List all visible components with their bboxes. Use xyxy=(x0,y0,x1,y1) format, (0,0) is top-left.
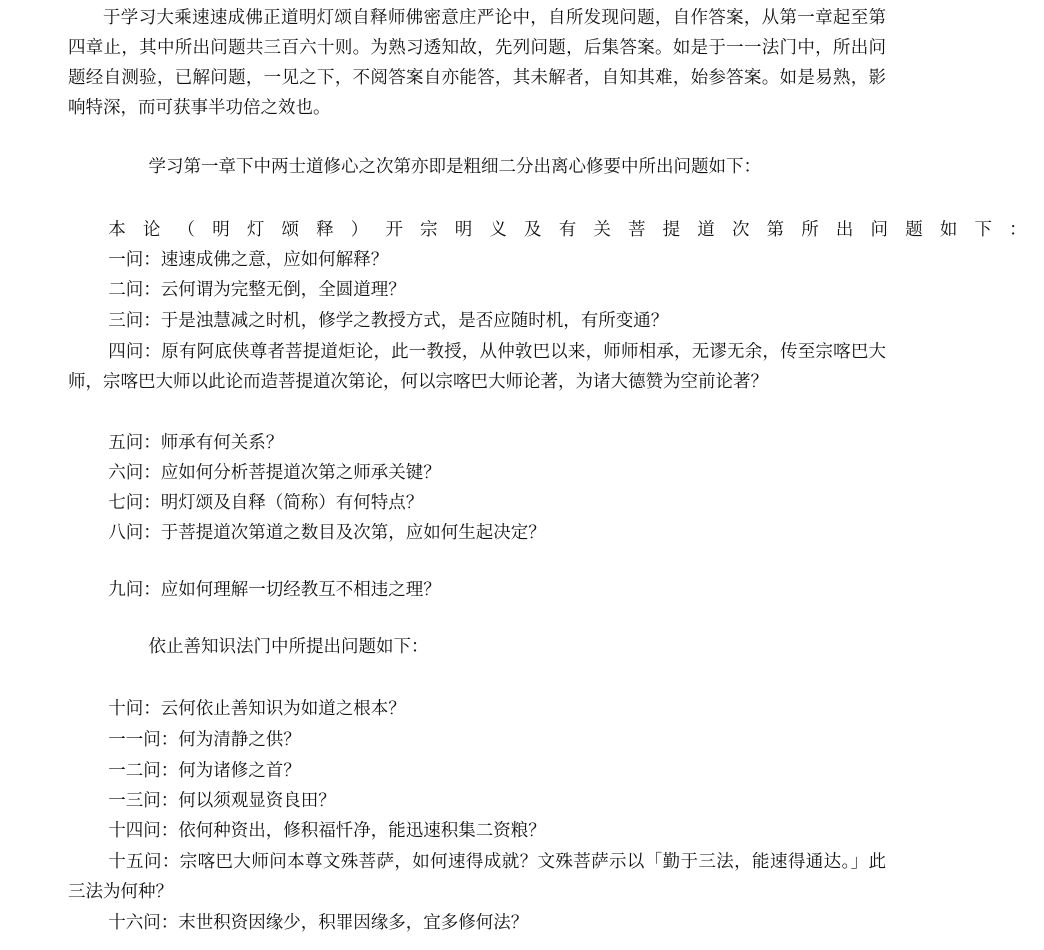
question-item: 十六问：末世积资因缘少，积罪因缘多，宜多修何法？ xyxy=(108,913,529,933)
question-item: 二问：云何谓为完整无倒，全圆道理？ xyxy=(108,280,406,300)
question-item: 一二问：何为诸修之首？ xyxy=(108,761,301,781)
intro-paragraph: 于学习大乘速速成佛正道明灯颂自释师佛密意庄严论中，自所发现问题，自作答案，从第一章起至第四章止，其中所出问题共三百六十则。为熟习透知故，先列问题，后集答案。如是于一一法门中，所出问题经自测验，已解问题，一见之下，不阅答案自亦能答，其未解者，自知其难，始参答案。如是易熟，影响特深，而可获事半功倍之效也。 xyxy=(68,8,886,118)
question-item: 四问：原有阿底侠尊者菩提道炬论，此一教授，从仲敦巴以来，师师相承，无谬无余，传至宗喀巴大师，宗喀巴大师以此论而造菩提道次第论，何以宗喀巴大师论著，为诸大德赞为空前论著？ xyxy=(68,342,886,392)
question-item: 八问：于菩提道次第道之数目及次第，应如何生起决定？ xyxy=(108,523,546,543)
question-item: 七问：明灯颂及自释（简称）有何特点？ xyxy=(108,493,424,513)
section-heading-stages: 学习第一章下中两士道修心之次第亦即是粗细二分出离心修要中所出问题如下： xyxy=(148,157,761,177)
section-heading-opening: 本论（明灯颂释）开宗明义及有关菩提道次第所出问题如下： xyxy=(108,220,1044,240)
question-item: 十四问：依何种资出，修积福忏净，能迅速积集二资粮？ xyxy=(108,821,546,841)
question-item: 六问：应如何分析菩提道次第之师承关键？ xyxy=(108,463,441,483)
question-item: 十问：云何依止善知识为如道之根本？ xyxy=(108,699,406,719)
question-item: 三问：于是浊慧减之时机，修学之教授方式，是否应随时机，有所变通？ xyxy=(108,311,669,331)
question-item: 五问：师承有何关系？ xyxy=(108,433,284,453)
question-item: 一一问：何为清静之供？ xyxy=(108,730,301,750)
question-item: 一三问：何以须观显资良田？ xyxy=(108,791,336,811)
question-item: 九问：应如何理解一切经教互不相违之理？ xyxy=(108,580,441,600)
question-item: 十五问：宗喀巴大师问本尊文殊菩萨，如何速得成就？文殊菩萨示以「勤于三法，能速得通达。」此三法为何种？ xyxy=(68,852,886,902)
section-heading-guru-devotion: 依止善知识法门中所提出问题如下： xyxy=(148,637,429,657)
question-item: 一问：速速成佛之意，应如何解释？ xyxy=(108,250,389,270)
